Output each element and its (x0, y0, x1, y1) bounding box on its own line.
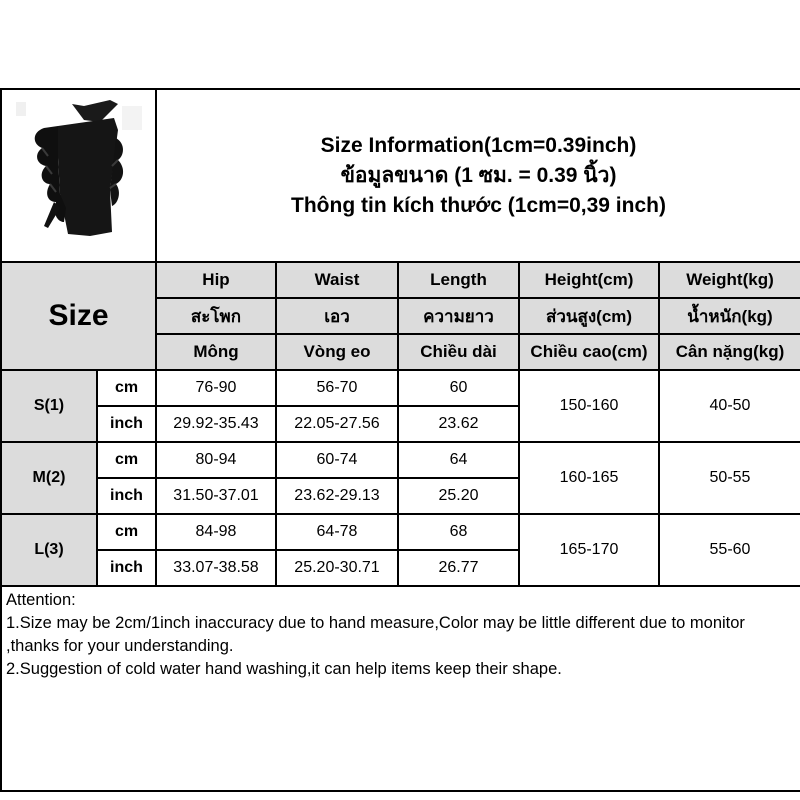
header-waist-vi: Vòng eo (276, 334, 398, 370)
title-english: Size Information(1cm=0.39inch) (320, 133, 637, 157)
weight-value: 55-60 (659, 514, 800, 586)
skirt-image (14, 98, 144, 248)
header-length-vi: Chiều dài (398, 334, 519, 370)
header-height-en: Height(cm) (519, 262, 659, 298)
unit-inch: inch (97, 478, 156, 514)
header-length-en: Length (398, 262, 519, 298)
hip-value: 80-94 (156, 442, 276, 478)
size-label-m: M(2) (1, 442, 97, 514)
unit-inch: inch (97, 550, 156, 586)
size-label-l: L(3) (1, 514, 97, 586)
hip-value: 29.92-35.43 (156, 406, 276, 442)
length-value: 68 (398, 514, 519, 550)
unit-inch: inch (97, 406, 156, 442)
unit-cm: cm (97, 442, 156, 478)
table-row (1, 370, 800, 406)
length-value: 23.62 (398, 406, 519, 442)
unit-cm: cm (97, 370, 156, 406)
length-value: 26.77 (398, 550, 519, 586)
header-weight-vi: Cân nặng(kg) (659, 334, 800, 370)
length-value: 25.20 (398, 478, 519, 514)
table-row (1, 514, 800, 550)
header-weight-th: น้ำหนัก(kg) (659, 298, 800, 334)
attention-line-2: 2.Suggestion of cold water hand washing,it can help items keep their shape. (6, 660, 562, 678)
header-hip-vi: Mông (156, 334, 276, 370)
hip-value: 31.50-37.01 (156, 478, 276, 514)
attention-heading: Attention: (6, 591, 76, 609)
header-length-th: ความยาว (398, 298, 519, 334)
size-label-s: S(1) (1, 370, 97, 442)
product-photo (1, 89, 156, 262)
title-thai: ข้อมูลขนาด (1 ซม. = 0.39 นิ้ว) (340, 163, 617, 187)
waist-value: 60-74 (276, 442, 398, 478)
waist-value: 22.05-27.56 (276, 406, 398, 442)
length-value: 60 (398, 370, 519, 406)
unit-cm: cm (97, 514, 156, 550)
height-value: 160-165 (519, 442, 659, 514)
size-header: Size (1, 262, 156, 370)
height-value: 150-160 (519, 370, 659, 442)
waist-value: 25.20-30.71 (276, 550, 398, 586)
header-hip-th: สะโพก (156, 298, 276, 334)
length-value: 64 (398, 442, 519, 478)
attention-line-1: 1.Size may be 2cm/1inch inaccuracy due to hand measure,Color may be little different due to monitor ,thanks for your understanding. (6, 614, 745, 655)
waist-value: 64-78 (276, 514, 398, 550)
waist-value: 56-70 (276, 370, 398, 406)
weight-value: 50-55 (659, 442, 800, 514)
attention-notes (1, 586, 800, 791)
table-row (1, 442, 800, 478)
hip-value: 76-90 (156, 370, 276, 406)
title-vietnamese: Thông tin kích thước (1cm=0,39 inch) (291, 193, 666, 217)
height-value: 165-170 (519, 514, 659, 586)
header-weight-en: Weight(kg) (659, 262, 800, 298)
header-height-vi: Chiều cao(cm) (519, 334, 659, 370)
header-waist-en: Waist (276, 262, 398, 298)
header-height-th: ส่วนสูง(cm) (519, 298, 659, 334)
weight-value: 40-50 (659, 370, 800, 442)
header-hip-en: Hip (156, 262, 276, 298)
hip-value: 84-98 (156, 514, 276, 550)
title-block (156, 89, 800, 262)
hip-value: 33.07-38.58 (156, 550, 276, 586)
size-chart-table (0, 88, 800, 792)
header-waist-th: เอว (276, 298, 398, 334)
waist-value: 23.62-29.13 (276, 478, 398, 514)
